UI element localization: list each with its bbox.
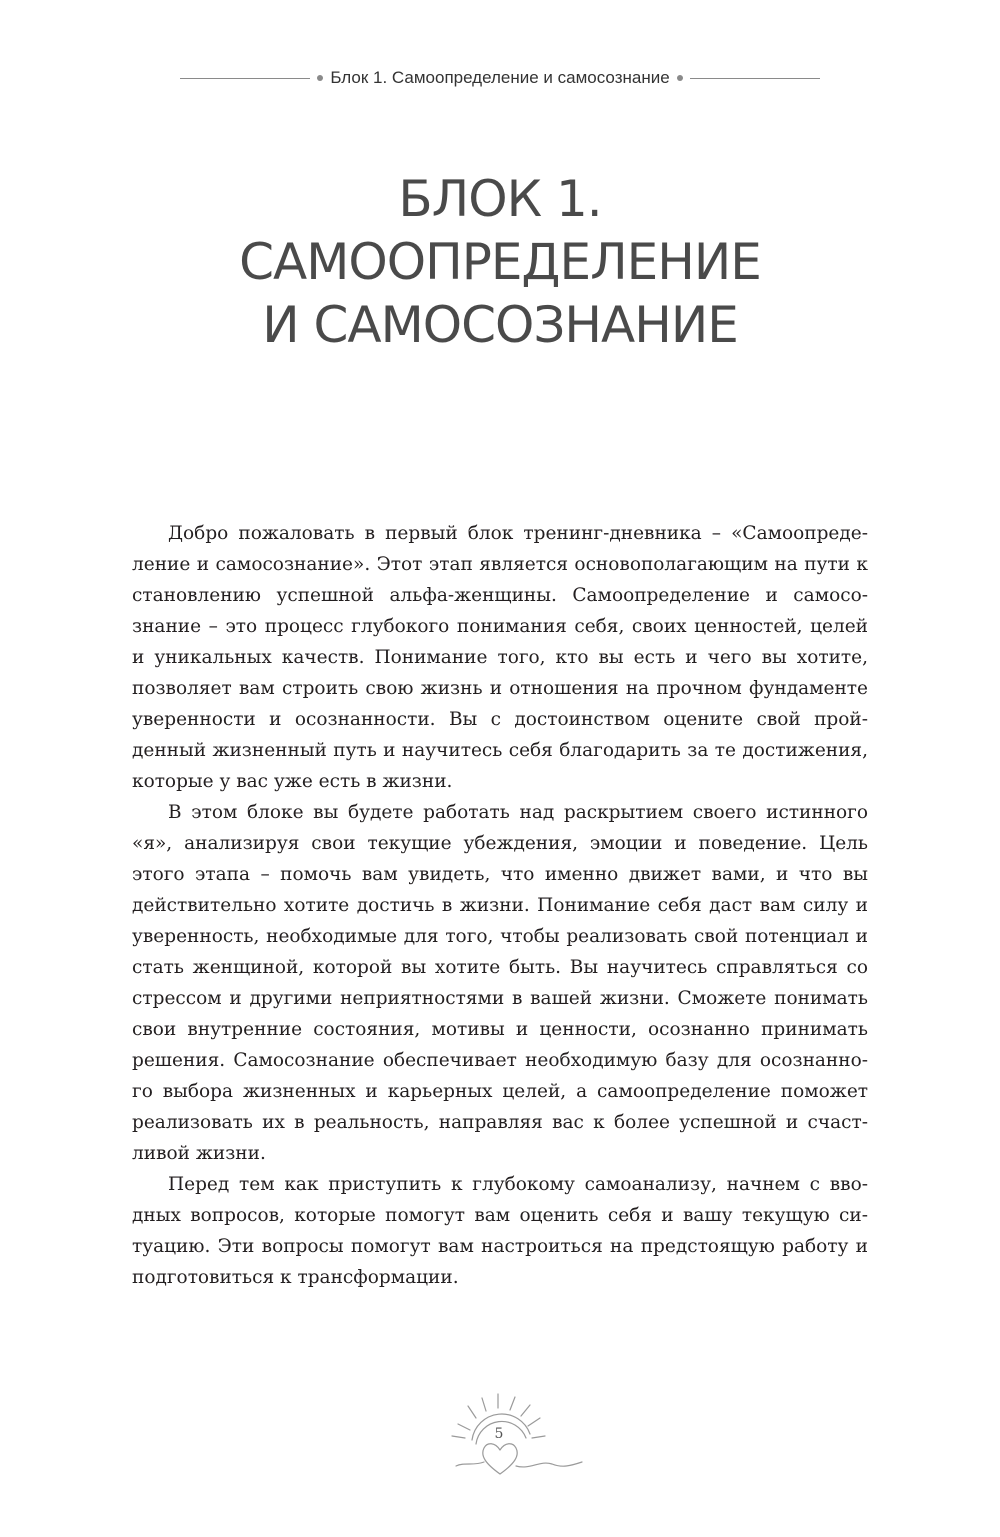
paragraph: Добро пожаловать в первый блок тренинг-дневника – «Самоопределение и самосознание». Этот этап является основополагающим на пути к становлению успешной альфа-женщины. Самоопределение и самосознание – это процесс глубокого понимания себя, своих ценностей, целей и уникальных качеств. Понимание того, кто вы есть и чего вы хотите, позволяет вам строить свою жизнь и отношения на прочном фундаменте уверенности и осознанности. Вы с достоинством оцените свой пройденный жизненный путь и научитесь себя благодарить за те достижения, которые у вас уже есть в жизни. [132,523,868,792]
running-header [180,66,820,90]
page-number: 5 [494,1426,504,1442]
paragraph: Перед тем как приступить к глубокому самоанализу, начнем с вводных вопросов, которые помогут вам оценить себя и вашу текущую ситуацию. Эти вопросы помогут вам настроиться на предстоящую работу и подготовиться к трансформации. [132,1174,868,1288]
body-text [132,518,868,1293]
header-dot-right [677,75,683,81]
header-rule-right [690,78,820,79]
block-title-line-2: САМООПРЕДЕЛЕНИЕ [239,233,761,291]
block-title-line-1: БЛОК 1. [398,170,602,228]
header-dot-left [317,75,323,81]
paragraph: В этом блоке вы будете работать над раскрытием своего истинного «я», анализируя свои текущие убеждения, эмоции и поведение. Цель этого этапа – помочь вам увидеть, что именно движет вами, и что вы действительно хотите достичь в жизни. Понимание себя даст вам силу и уверенность, необходимые для того, чтобы реализовать свой потенциал и стать женщиной, которой вы хотите быть. Вы научитесь справляться со стрессом и другими неприятностями в вашей жизни. Сможете понимать свои внутренние состояния, мотивы и ценности, осознанно принимать решения. Самосознание обеспечивает необходимую базу для осознанного выбора жизненных и карьерных целей, а самоопределение поможет реализовать их в реальность, направляя вас к более успешной и счастливой жизни. [132,802,868,1164]
running-title: Блок 1. Самоопределение и самосознание [330,68,670,87]
header-rule-left [180,78,310,79]
block-title [100,168,900,357]
block-title-line-3: И САМОСОЗНАНИЕ [262,296,738,354]
